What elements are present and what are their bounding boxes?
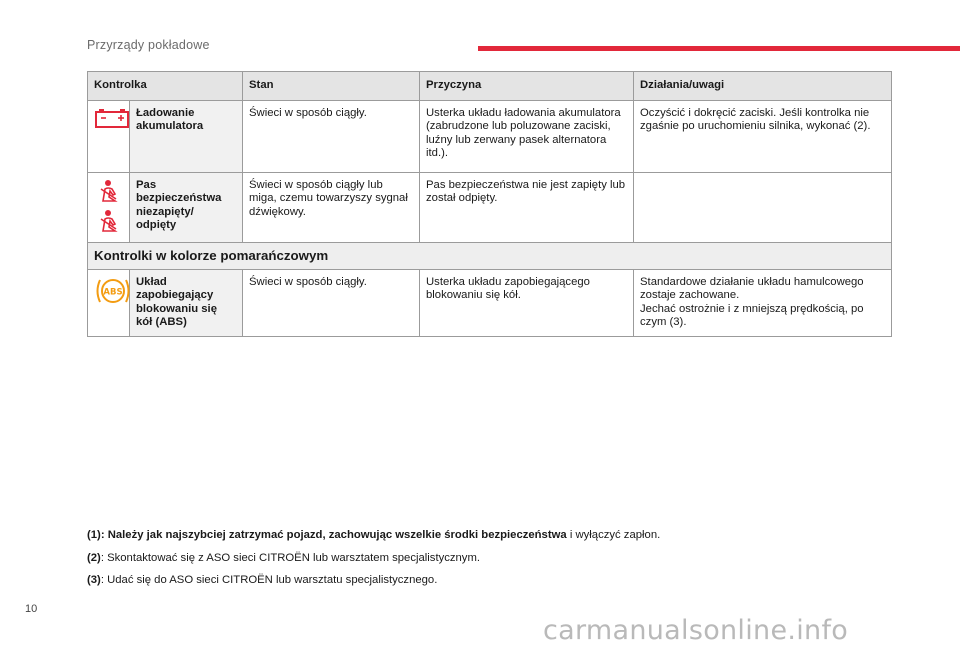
page-number: 10 — [25, 603, 38, 615]
light-cause: Usterka układu ładowania akumulatora (zabrudzone lub poluzowane zaciski, luźny lub zerwany pasek alternatora itd.). — [420, 100, 634, 172]
light-state: Świeci w sposób ciągły. — [243, 100, 420, 172]
column-header: Działania/uwagi — [634, 72, 892, 101]
footnote-text: i wyłączyć zapłon. — [566, 529, 661, 541]
column-header: Przyczyna — [420, 72, 634, 101]
light-name: Pas bezpieczeństwa niezapięty/ odpięty — [130, 172, 243, 242]
footnote-ref: (2) — [87, 551, 101, 564]
footnote-ref: (3) — [87, 574, 101, 586]
footnote-ref: (1) — [87, 529, 101, 541]
light-state: Świeci w sposób ciągły lub miga, czemu towarzyszy sygnał dźwiękowy. — [243, 172, 420, 242]
section-row — [88, 242, 892, 269]
table-row — [88, 100, 892, 172]
column-header: Stan — [243, 72, 420, 101]
column-header: Kontrolka — [88, 72, 243, 101]
header-accent-bar — [478, 46, 960, 51]
light-action: Oczyścić i dokręcić zaciski. Jeśli kontrolka nie zgaśnie po uruchomieniu silnika, wykonać (2). — [634, 100, 892, 172]
table-row — [88, 172, 892, 242]
footnotes — [87, 528, 907, 596]
footnote — [87, 573, 907, 587]
footnote-text: : Udać się do ASO sieci CITROËN lub warsztatu specjalistycznego. — [100, 574, 438, 586]
light-action — [634, 172, 892, 242]
light-state: Świeci w sposób ciągły. — [243, 269, 420, 336]
footnote — [87, 551, 907, 565]
table-row — [88, 269, 892, 336]
footnote — [87, 528, 907, 542]
watermark: carmanualsonline.info — [543, 615, 849, 646]
svg-text:ABS: ABS — [103, 287, 123, 298]
light-name: Układ zapobiegający blokowaniu się kół (ABS) — [130, 269, 243, 336]
abs-icon — [88, 269, 130, 336]
table-header-row — [88, 72, 892, 101]
light-name: Ładowanie akumulatora — [130, 100, 243, 172]
section-heading: Kontrolki w kolorze pomarańczowym — [88, 242, 892, 269]
footnote-bold: : Należy jak najszybciej zatrzymać pojazd, zachowując wszelkie środki bezpieczeństwa — [100, 529, 567, 541]
light-action: Standardowe działanie układu hamulcowego zostaje zachowane. Jechać ostrożnie i z mniejszą prędkością, po czym (3). — [634, 269, 892, 336]
light-cause: Usterka układu zapobiegającego blokowaniu się kół. — [420, 269, 634, 336]
light-cause: Pas bezpieczeństwa nie jest zapięty lub został odpięty. — [420, 172, 634, 242]
battery-icon — [88, 100, 130, 172]
section-title: Przyrządy pokładowe — [87, 38, 210, 52]
footnote-text: : Skontaktować się z ASO sieci CITROËN lub warsztatem specjalistycznym. — [100, 551, 481, 564]
seatbelt-icon — [88, 172, 130, 242]
warning-lights-table — [87, 71, 892, 337]
